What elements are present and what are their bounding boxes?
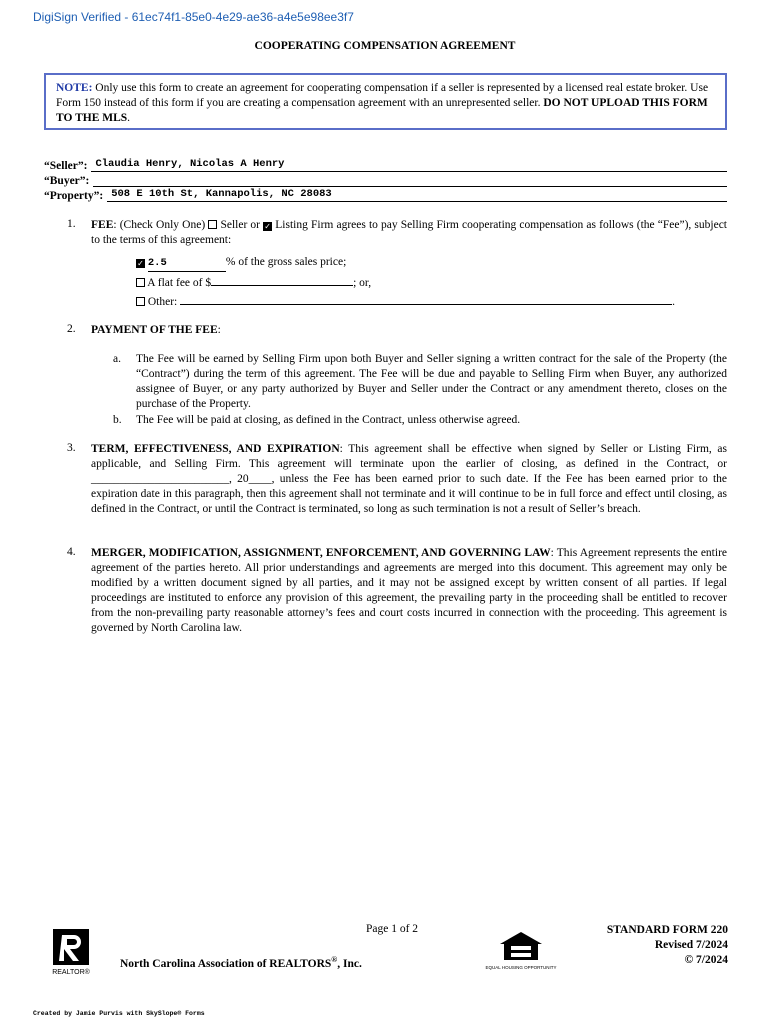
section-1-number: 1. <box>67 218 76 230</box>
section-1-text-b: Seller or <box>217 219 264 231</box>
section-2a-label: a. <box>113 353 121 365</box>
section-3-heading: TERM, EFFECTIVENESS, AND EXPIRATION <box>91 443 340 455</box>
seller-input[interactable]: Claudia Henry, Nicolas A Henry <box>91 158 727 172</box>
fee-other-end: . <box>672 296 676 308</box>
section-3-text: : This agreement shall be effective when signed by Seller or Listing Firm, as applicable, and Selling Firm. This agreement will terminate upon the earlier of closing, as defined in the Contract, or ________________________, 20____, unless the Fee has been earned prior to such date. If the Fee has been earned prior to the expiration date in this paragraph, then this agreement shall not terminate and it will continue to be in full force and effect until closing, as defined in the Contract, or until the Contract is terminated, so long as such termination is not a result of Seller’s breach. <box>91 443 727 515</box>
association-text: North Carolina Association of REALTORS <box>120 957 332 970</box>
section-2-heading: PAYMENT OF THE FEE <box>91 324 218 336</box>
section-3-number: 3. <box>67 442 76 454</box>
fee-flat-input[interactable] <box>211 274 353 286</box>
property-label: “Property”: <box>44 190 104 202</box>
note-label: NOTE: <box>56 82 93 94</box>
section-2-number: 2. <box>67 323 76 335</box>
seller-label: “Seller”: <box>44 160 88 172</box>
property-field <box>44 188 727 202</box>
fee-other-checkbox[interactable] <box>136 297 145 306</box>
section-1-text-a: : (Check Only One) <box>113 219 209 231</box>
form-number: STANDARD FORM 220 <box>606 924 728 936</box>
fee-flat-text: A flat fee of $ <box>145 277 212 289</box>
section-1-heading: FEE <box>91 219 114 231</box>
fee-percent-option <box>136 255 346 272</box>
fee-flat-option <box>136 274 371 291</box>
fee-percent-input[interactable]: 2.5 <box>148 256 226 272</box>
page-title: COOPERATING COMPENSATION AGREEMENT <box>254 40 516 52</box>
fee-other-text: Other: <box>145 296 181 308</box>
section-1 <box>91 218 727 248</box>
fee-percent-text: % of the gross sales price; <box>225 256 347 268</box>
form-info <box>560 923 728 968</box>
realtor-logo-text: REALTOR® <box>52 969 90 976</box>
note-end: . <box>127 112 131 124</box>
seller-field <box>44 158 727 172</box>
fee-percent-checkbox[interactable]: ✓ <box>137 259 144 268</box>
section-4-number: 4. <box>67 546 76 558</box>
page-number: Page 1 of 2 <box>366 923 419 935</box>
section-3 <box>91 442 727 517</box>
note-box <box>44 73 727 130</box>
note-text: Only use this form to create an agreement for cooperating compensation if a seller is represented by a licensed real estate broker. Use Form 150 instead of this form if you are creating a compensation agreement with an unrepresented seller. <box>56 82 709 109</box>
fee-other-option <box>136 293 675 310</box>
created-by-footer: Created by Jamie Purvis with SkySlope® Forms <box>33 1010 205 1017</box>
section-2b-text: The Fee will be paid at closing, as defined in the Contract, unless otherwise agreed. <box>136 414 521 426</box>
equal-housing-text: EQUAL HOUSING OPPORTUNITY <box>485 965 557 970</box>
buyer-input[interactable] <box>93 173 727 187</box>
section-2a-text: The Fee will be earned by Selling Firm upon both Buyer and Seller signing a written contract for the sale of the Property (the “Contract”) during the term of this agreement. The Fee will be due and payable to Selling Firm when Buyer, any authorized assignee of Buyer, or any party authorized by Buyer and Seller under the Contract or any amendment thereto, closes on the purchase of the Property. <box>136 353 727 410</box>
equal-housing-icon <box>485 930 557 978</box>
section-2b-label: b. <box>113 414 122 426</box>
form-copyright: © 7/2024 <box>684 954 728 966</box>
section-4-heading: MERGER, MODIFICATION, ASSIGNMENT, ENFORCEMENT, AND GOVERNING LAW <box>91 547 551 559</box>
association-end: , Inc. <box>337 957 362 970</box>
realtor-logo-icon <box>50 928 94 976</box>
note-emphasis: DO NOT UPLOAD THIS FORM TO THE MLS <box>56 97 708 124</box>
form-revised: Revised 7/2024 <box>654 939 728 951</box>
section-2-colon: : <box>217 324 221 336</box>
section-4-text: : This Agreement represents the entire agreement of the parties hereto. All prior understandings and agreements are merged into this document. This agreement may only be modified by a written document signed by all parties, and it may not be assigned except by written consent of all parties. If legal proceedings are instituted to enforce any provision of this agreement, the prevailing party in the proceeding shall be entitled to recover from the non-prevailing party reasonable attorney’s fees and court costs incurred in connection with the proceeding. This agreement is governed by North Carolina law. <box>91 547 728 634</box>
equal-housing-logo <box>485 930 557 978</box>
listing-firm-checkbox[interactable]: ✓ <box>264 222 271 231</box>
digisign-banner: DigiSign Verified - 61ec74f1-85e0-4e29-ae36-a4e5e98ee3f7 <box>33 10 354 24</box>
fee-flat-end: ; or, <box>353 277 372 289</box>
section-2-heading-line <box>91 323 221 338</box>
association-name <box>120 955 362 970</box>
fee-flat-checkbox[interactable] <box>136 278 145 287</box>
buyer-label: “Buyer”: <box>44 175 90 187</box>
property-input[interactable]: 508 E 10th St, Kannapolis, NC 28083 <box>107 188 727 202</box>
section-4 <box>91 546 727 636</box>
realtor-logo <box>50 928 94 976</box>
buyer-field <box>44 173 727 187</box>
association-reg: ® <box>331 955 338 964</box>
fee-other-input[interactable] <box>180 293 672 305</box>
section-1-text-c: Listing Firm agrees to pay Selling Firm cooperating compensation as follows (the “Fee”), subject to the terms of this agreement: <box>91 219 728 246</box>
seller-checkbox[interactable] <box>208 220 217 229</box>
